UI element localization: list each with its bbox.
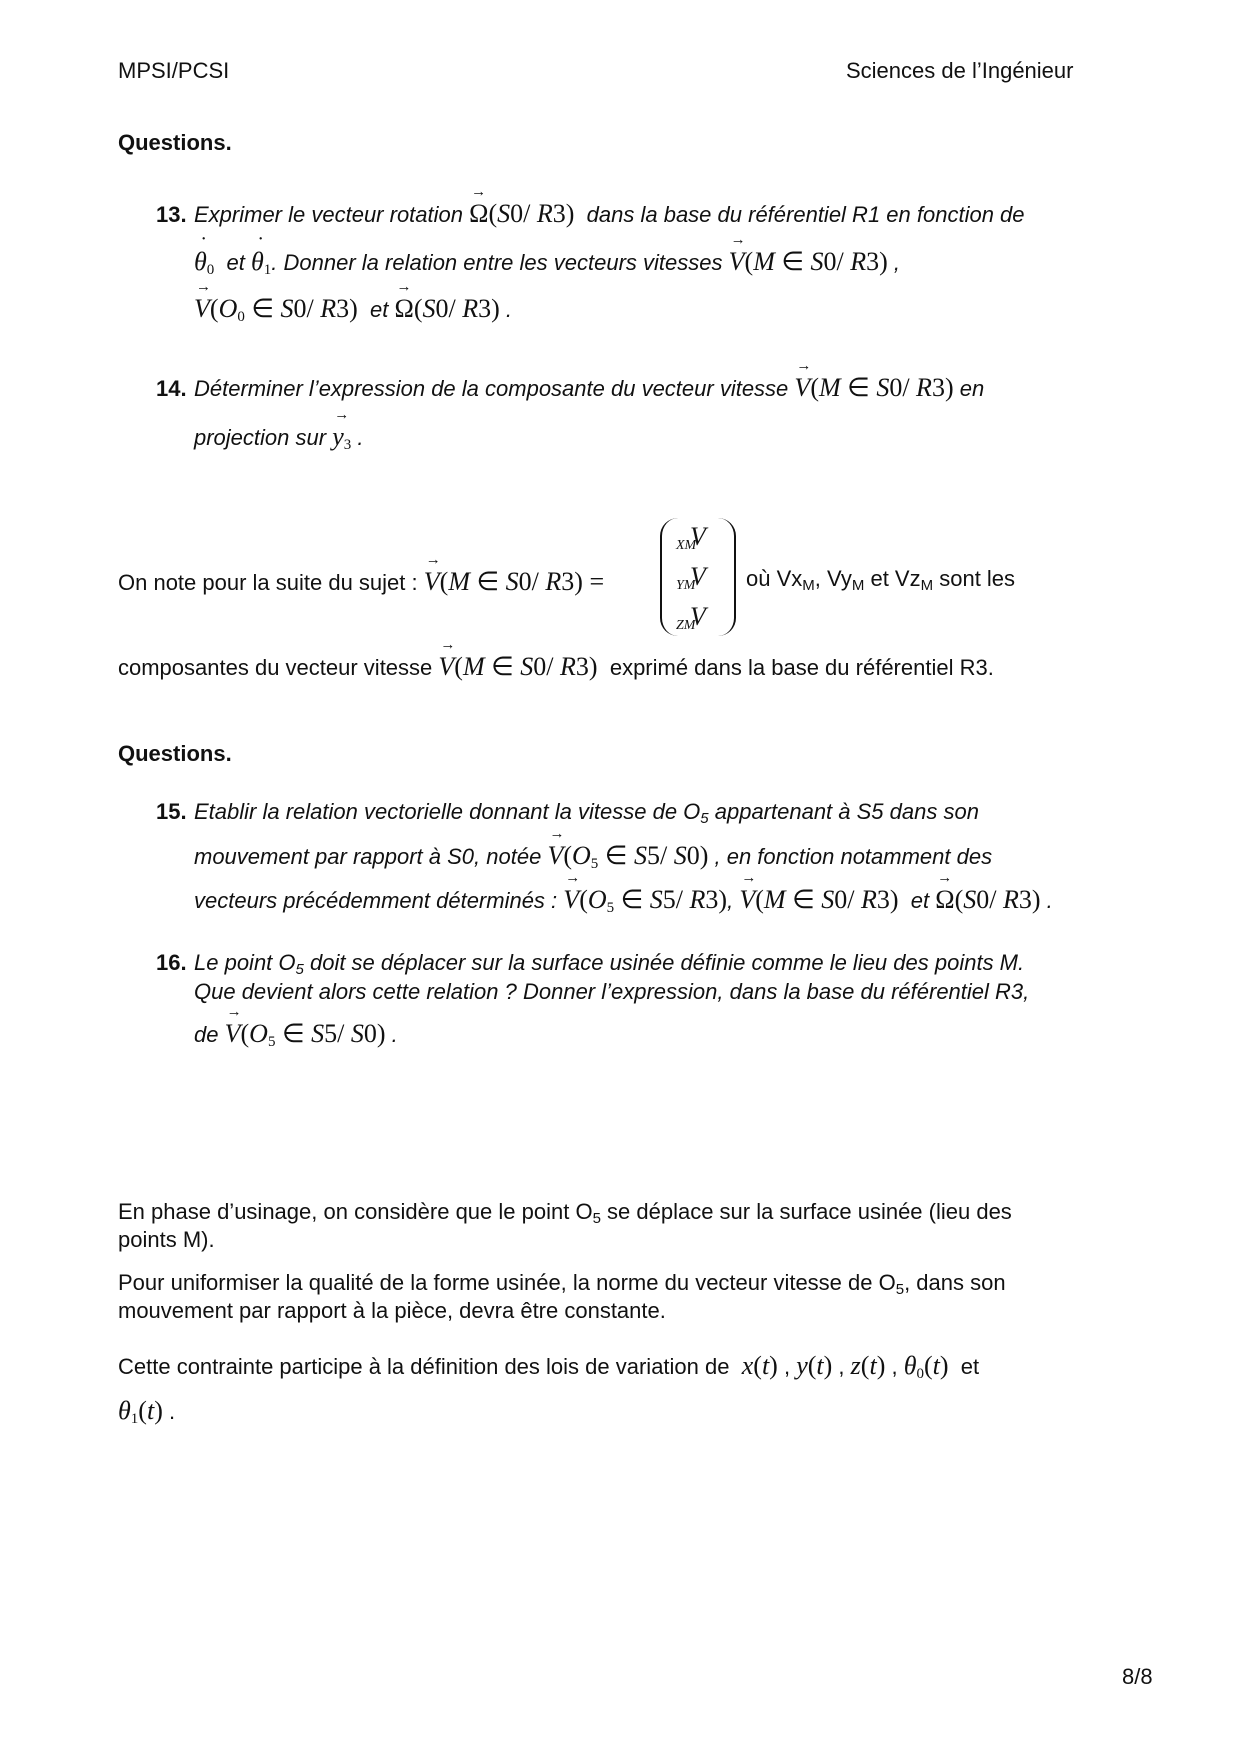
paragraph-1-line1: En phase d’usinage, on considère que le point $O_5$ se déplace sur la surface usinée (lieu des (118, 1199, 1012, 1227)
page-number: 8/8 (1122, 1664, 1153, 1689)
section-title: Questions. (118, 130, 232, 155)
question-14-line1: 14. Déterminer l’expression de la composante du vecteur vitesse → V(M ∈ S0/ R3) en (156, 372, 984, 403)
note-line2: composantes du vecteur vitesse → V(M ∈ S0/ R3) exprimé dans la base du référentiel R3. (118, 651, 994, 682)
velocity-matrix: V $_{XM}$ V $_{YM}$ V $_{ZM}$ (660, 518, 736, 636)
section-title: Questions. (118, 741, 232, 766)
question-15-line2: mouvement par rapport à S0, notée → $V(O_5$ ∈ S5/ S0) , en fonction notamment des (194, 840, 992, 871)
paragraph-3-line1: Cette contrainte participe à la définition des lois de variation de x(t) , y(t) , z(t) , $\theta_0(t)$ et (118, 1351, 980, 1382)
paragraph-2-line1: Pour uniformiser la qualité de la forme usinée, la norme du vecteur vitesse de $O_5$, dans son (118, 1270, 1006, 1298)
paragraph-2-line2: mouvement par rapport à la pièce, devra être constante. (118, 1298, 666, 1323)
question-14-line2: projection sur → $y_3$ . (194, 421, 363, 452)
question-16-line3: de → $V(O_5$ ∈ S5/ S0) . (194, 1018, 398, 1049)
question-15-line3: vecteurs précédemment déterminés : → $V(O_5$ ∈ S5/ R3), → V(M ∈ S0/ R3) et → Ω(S0/ R3) . (194, 884, 1053, 915)
paragraph-1-line2: points M). (118, 1227, 215, 1252)
paragraph-3-line2: $\theta_1(t)$ . (118, 1396, 176, 1427)
question-13-line1: 13. Exprimer le vecteur rotation → Ω(S0/ R3) dans la base du référentiel R1 en fonction de (156, 198, 1025, 229)
header-right: Sciences de l’Ingénieur (846, 58, 1074, 83)
question-16-line1: 16. Le point $O_5$ doit se déplacer sur la surface usinée définie comme le lieu des points M. (156, 950, 1025, 978)
note-line1-end: où $Vx_M$, $Vy_M$ et $Vz_M$ sont les (746, 566, 1016, 594)
note-line1: On note pour la suite du sujet : → V(M ∈ S0/ R3) = (118, 566, 604, 597)
question-13-line2: ˙ $\theta_0$ et ˙ $\theta_1$. Donner la relation entre les vecteurs vitesses → V(M ∈ S0/ R3) , (194, 246, 900, 277)
question-13-line3: → $V(O_0$ ∈ S0/ R3) et → Ω(S0/ R3) . (194, 293, 512, 324)
question-15-line1: 15. Etablir la relation vectorielle donnant la vitesse de $O_5$ appartenant à S5 dans son (156, 799, 979, 827)
question-16-line2: Que devient alors cette relation ? Donner l’expression, dans la base du référentiel R3, (194, 979, 1030, 1004)
header-left: MPSI/PCSI (118, 58, 230, 83)
